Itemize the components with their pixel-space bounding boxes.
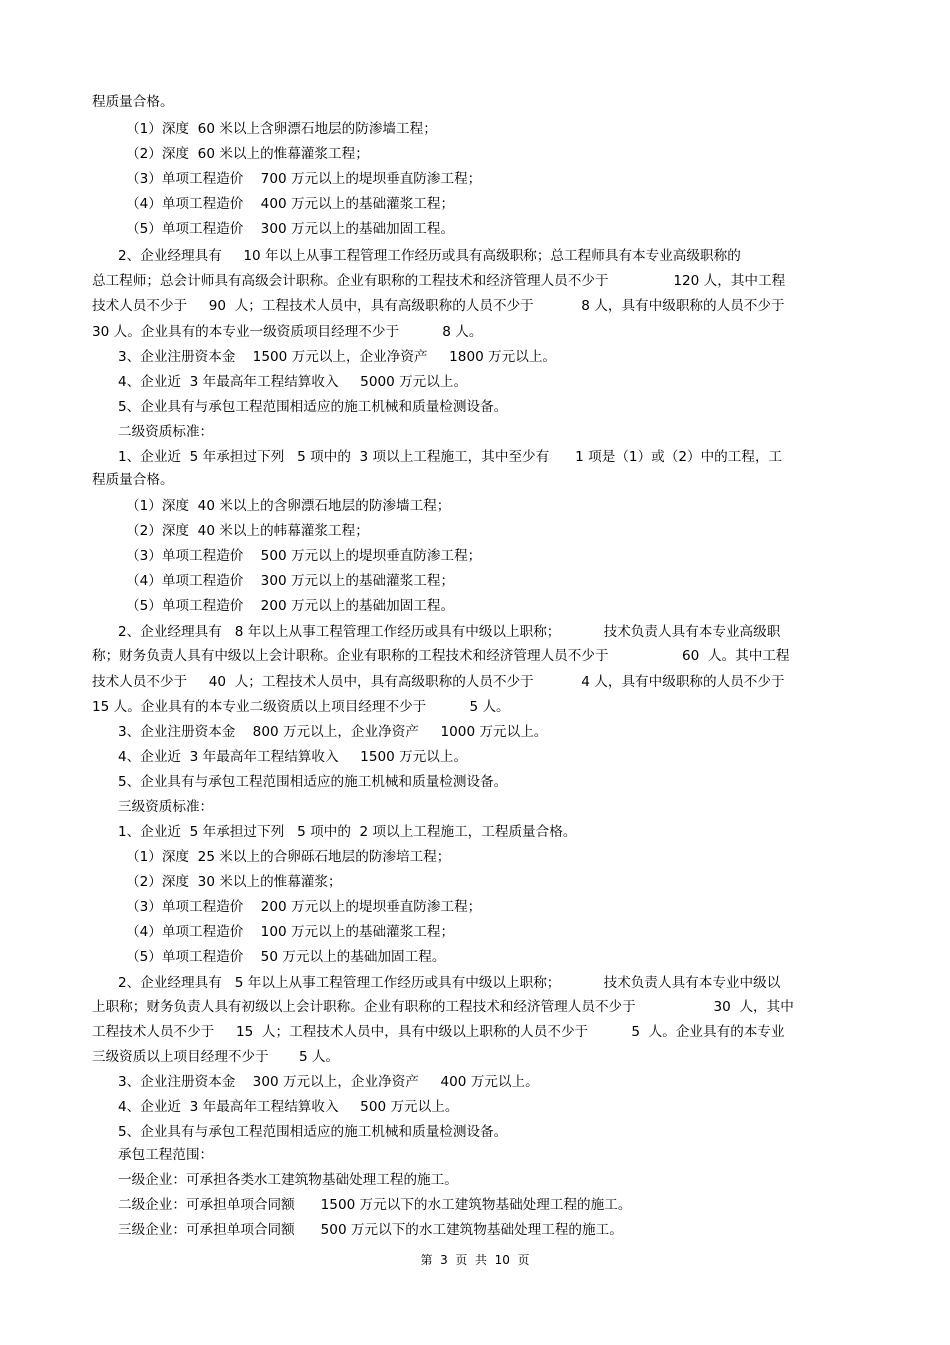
text-line: 称；财务负责人具有中级以上会计职称。企业有职称的工程技术和经济管理人员不少于 60 人。其中工程 — [92, 648, 790, 664]
text-line: 程质量合格。 — [92, 94, 174, 110]
text-line: 2、企业经理具有 10 年以上从事工程管理工作经历或具有高级职称；总工程师具有本专业高级职称的 — [118, 248, 741, 264]
text-line: 15 人。企业具有的本专业二级资质以上项目经理不少于 5 人。 — [92, 699, 510, 715]
list-item: （5）单项工程造价 300 万元以上的基础加固工程。 — [126, 221, 455, 237]
text-line: 5、企业具有与承包工程范围相适应的施工机械和质量检测设备。 — [118, 399, 508, 415]
list-item: （1）深度 40 米以上的含卵漂石地层的防渗墙工程； — [126, 498, 451, 514]
text-line: 5、企业具有与承包工程范围相适应的施工机械和质量检测设备。 — [118, 774, 508, 790]
text-line: 程质量合格。 — [92, 472, 174, 488]
text-line: 三级资质以上项目经理不少于 5 人。 — [92, 1049, 340, 1065]
text-line: 1、企业近 5 年承担过下列 5 项中的 2 项以上工程施工，工程质量合格。 — [118, 824, 577, 840]
text-line: 二级企业：可承担单项合同额 1500 万元以下的水工建筑物基础处理工程的施工。 — [118, 1197, 632, 1213]
text-line: 3、企业注册资本金 800 万元以上，企业净资产 1000 万元以上。 — [118, 724, 548, 740]
list-item: （4）单项工程造价 100 万元以上的基础灌浆工程； — [126, 924, 455, 940]
list-item: （3）单项工程造价 200 万元以上的堤坝垂直防渗工程； — [126, 899, 482, 915]
text-line: 3、企业注册资本金 1500 万元以上，企业净资产 1800 万元以上。 — [118, 349, 557, 365]
text-line: 技术人员不少于 90 人；工程技术人员中，具有高级职称的人员不少于 8 人，具有中级职称的人员不少于 — [92, 298, 785, 314]
list-item: （2）深度 40 米以上的帏幕灌浆工程； — [126, 523, 369, 539]
text-line: 2、企业经理具有 8 年以上从事工程管理工作经历或具有中级以上职称； 技术负责人具有本专业高级职 — [118, 624, 781, 640]
section-heading: 承包工程范围： — [118, 1147, 214, 1163]
list-item: （4）单项工程造价 400 万元以上的基础灌浆工程； — [126, 196, 455, 212]
list-item: （4）单项工程造价 300 万元以上的基础灌浆工程； — [126, 573, 455, 589]
text-line: 2、企业经理具有 5 年以上从事工程管理工作经历或具有中级以上职称； 技术负责人具有本专业中级以 — [118, 975, 781, 991]
list-item: （3）单项工程造价 700 万元以上的堤坝垂直防渗工程； — [126, 171, 482, 187]
text-line: 一级企业：可承担各类水工建筑物基础处理工程的施工。 — [118, 1172, 458, 1188]
text-line: 工程技术人员不少于 15 人；工程技术人员中，具有中级以上职称的人员不少于 5 人。企业具有的本专业 — [92, 1024, 785, 1040]
text-line: 4、企业近 3 年最高年工程结算收入 500 万元以上。 — [118, 1099, 459, 1115]
list-item: （1）深度 25 米以上的合卵砾石地层的防渗培工程； — [126, 849, 451, 865]
list-item: （1）深度 60 米以上含卵漂石地层的防渗墙工程； — [126, 121, 437, 137]
text-line: 30 人。企业具有的本专业一级资质项目经理不少于 8 人。 — [92, 324, 483, 340]
list-item: （2）深度 30 米以上的惟幕灌浆； — [126, 874, 342, 890]
text-line: 1、企业近 5 年承担过下列 5 项中的 3 项以上工程施工，其中至少有 1 项是（1）或（2）中的工程，工 — [118, 449, 783, 465]
text-line: 三级企业：可承担单项合同额 500 万元以下的水工建筑物基础处理工程的施工。 — [118, 1222, 623, 1238]
list-item: （5）单项工程造价 50 万元以上的基础加固工程。 — [126, 949, 446, 965]
text-line: 总工程师；总会计师具有高级会计职称。企业有职称的工程技术和经济管理人员不少于 120 人，其中工程 — [92, 273, 786, 289]
list-item: （3）单项工程造价 500 万元以上的堤坝垂直防渗工程； — [126, 548, 482, 564]
section-heading: 三级资质标准： — [118, 799, 214, 815]
list-item: （2）深度 60 米以上的惟幕灌浆工程； — [126, 146, 369, 162]
text-line: 5、企业具有与承包工程范围相适应的施工机械和质量检测设备。 — [118, 1124, 508, 1140]
text-line: 上职称；财务负责人具有初级以上会计职称。企业有职称的工程技术和经济管理人员不少于 30 人，其中 — [92, 999, 794, 1015]
page-number-footer: 第 3 页 共 10 页 — [420, 1253, 530, 1267]
text-line: 技术人员不少于 40 人；工程技术人员中，具有高级职称的人员不少于 4 人，具有中级职称的人员不少于 — [92, 674, 785, 690]
text-line: 3、企业注册资本金 300 万元以上，企业净资产 400 万元以上。 — [118, 1074, 539, 1090]
text-line: 4、企业近 3 年最高年工程结算收入 1500 万元以上。 — [118, 749, 468, 765]
text-line: 4、企业近 3 年最高年工程结算收入 5000 万元以上。 — [118, 374, 468, 390]
list-item: （5）单项工程造价 200 万元以上的基础加固工程。 — [126, 598, 455, 614]
section-heading: 二级资质标准： — [118, 424, 214, 440]
